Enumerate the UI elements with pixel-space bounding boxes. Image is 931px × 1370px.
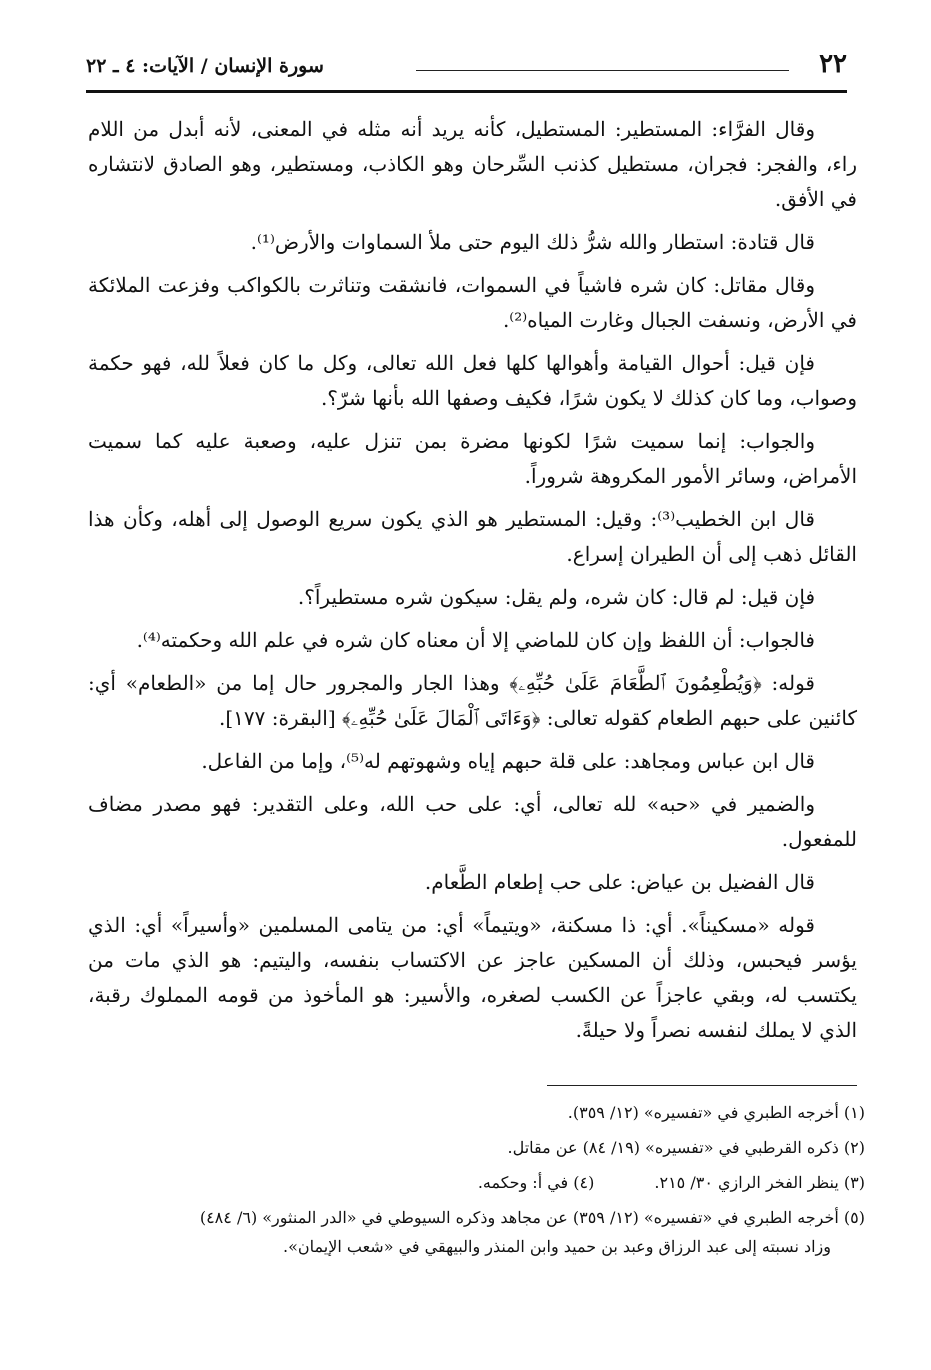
footnote-5: (٥) أخرجه الطبري في «تفسيره» (١٢/ ٣٥٩) عن مجاهد وذكره السيوطي في «الدر المنثور» (٦/ ٤٨٤) bbox=[199, 1208, 865, 1227]
footnote-4: (٤) في أ: وحكمه. bbox=[477, 1173, 595, 1192]
paragraph: وقال الفرَّاء: المستطير: المستطيل، كأنه يريد أنه مثله في المعنى، لأنه أبدل من اللام راء، والفجر: فجران، مستطيل كذنب السِّرحان وهو الكاذب، ومستطير، وهو الصادق لانتشاره في الأفق. bbox=[88, 117, 857, 211]
paragraph: قوله: ﴿وَيُطْعِمُونَ ٱلطَّعَامَ عَلَىٰ حُبِّهِۦ﴾ وهذا الجار والمجرور حال إما من «الطعام» أي: كائنين على حبهم الطعام كقوله تعالى: ﴿وَءَاتَى ٱلْمَالَ عَلَىٰ حُبِّهِۦ﴾ [البقرة: ١٧٧]. bbox=[88, 671, 857, 730]
paragraph: قال ابن الخطيب⁽³⁾: وقيل: المستطير هو الذي يكون سريع الوصول إلى أهله، وكأن هذا القائل ذهب إلى أن الطيران إسراع. bbox=[88, 507, 857, 566]
running-title: سورة الإنسان / الآيات: ٤ ـ ٢٢ bbox=[86, 55, 324, 77]
paragraph: قال ابن عباس ومجاهد: على قلة حبهم إياه وشهوتهم له⁽⁵⁾، وإما من الفاعل. bbox=[201, 749, 815, 773]
paragraph: والجواب: إنما سميت شرًا لكونها مضرة بمن تنزل عليه، وصعبة عليه كما سميت الأمراض، وسائر الأمور المكروهة شروراً. bbox=[88, 429, 857, 488]
header-rule bbox=[86, 90, 847, 93]
header-dash-line bbox=[416, 70, 789, 71]
paragraph: فالجواب: أن اللفظ وإن كان للماضي إلا أن معناه كان شره في علم الله وحكمته⁽⁴⁾. bbox=[136, 628, 815, 652]
paragraph: فإن قيل: لم قال: كان شره، ولم يقل: سيكون شره مستطيراً؟. bbox=[297, 585, 815, 609]
footnote-rule bbox=[547, 1085, 857, 1086]
page-header bbox=[86, 44, 847, 84]
paragraph: والضمير في «حبه» لله تعالى، أي: على حب الله، وعلى التقدير: فهو مصدر مضاف للمفعول. bbox=[88, 792, 857, 851]
paragraph: قال الفضيل بن عياض: على حب إطعام الطَّعام. bbox=[424, 870, 815, 894]
page-number: ٢٢ bbox=[819, 49, 847, 79]
footnotes bbox=[88, 1098, 865, 1265]
paragraph: وقال مقاتل: كان شره فاشياً في السموات، فانشقت وتناثرت بالكواكب وفزعت الملائكة في الأرض، ونسفت الجبال وغارت المياه⁽²⁾. bbox=[88, 273, 857, 332]
footnote-row bbox=[88, 1168, 865, 1203]
footnote-1: (١) أخرجه الطبري في «تفسيره» (١٢/ ٣٥٩). bbox=[567, 1103, 865, 1122]
footnote-3: (٣) ينظر الفخر الرازي ٣٠/ ٢١٥. bbox=[654, 1173, 865, 1192]
paragraph: قوله «مسكيناً». أي: ذا مسكنة، «ويتيماً» أي: من يتامى المسلمين «وأسيراً» أي: الذي يؤسر فيحبس، وذلك أن المسكين عاجز عن الاكتساب بنفسه، واليتيم: هو الذي مات من يكتسب له، وبقي عاجزاً عن الكسب لصغره، والأسير: هو المأخوذ من قومه المملوك رقبة، الذي لا يملك لنفسه نصراً ولا حيلةً. bbox=[88, 913, 857, 1042]
main-text bbox=[88, 112, 857, 1056]
paragraph: قال قتادة: استطار والله شرُّ ذلك اليوم حتى ملأ السماوات والأرض⁽¹⁾. bbox=[250, 230, 815, 254]
paragraph: فإن قيل: أحوال القيامة وأهوالها كلها فعل الله تعالى، وكل ما كان فعلاً لله، فهو حكمة وصواب، وما كان كذلك لا يكون شرًا، فكيف وصفها الله بأنها شرّ؟. bbox=[88, 351, 857, 410]
footnote-5-continuation: وزاد نسبته إلى عبد الرزاق وعبد بن حميد وابن المنذر والبيهقي في «شعب الإيمان». bbox=[283, 1237, 831, 1256]
footnote-2: (٢) ذكره القرطبي في «تفسيره» (١٩/ ٨٤) عن مقاتل. bbox=[507, 1138, 865, 1157]
